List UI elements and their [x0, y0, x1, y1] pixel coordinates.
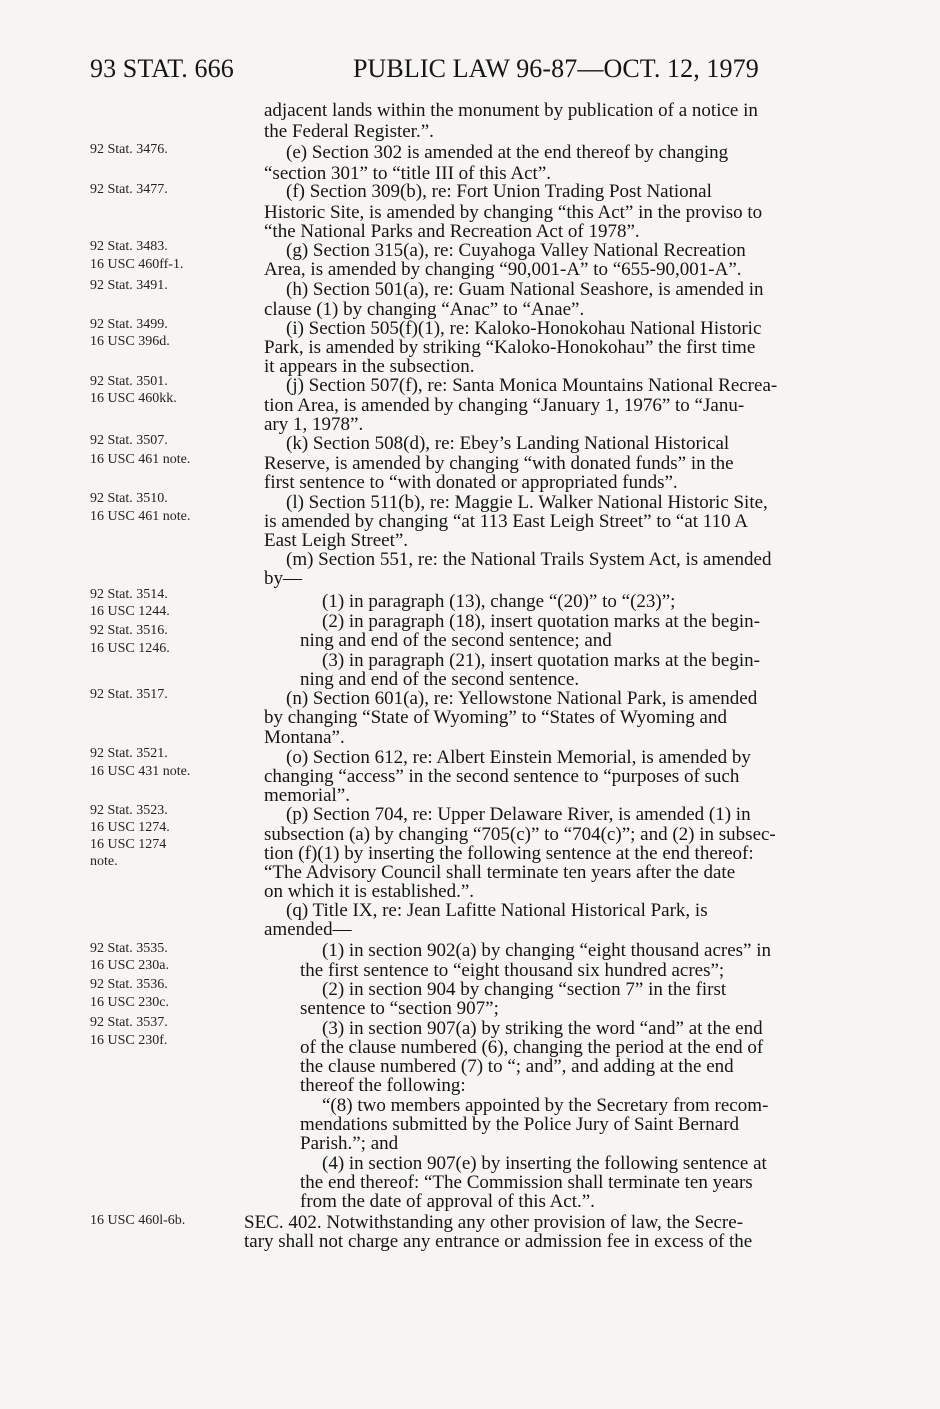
body-line: tion (f)(1) by inserting the following sentence at the end thereof: [264, 843, 754, 864]
margin-citation: 16 USC 230a. [90, 958, 169, 973]
body-line: SEC. 402. Notwithstanding any other provision of law, the Secre- [244, 1212, 744, 1233]
body-line: clause (1) by changing “Anac” to “Anae”. [264, 299, 585, 320]
body-line: (e) Section 302 is amended at the end thereof by changing [286, 142, 729, 163]
margin-citation: 92 Stat. 3483. [90, 239, 168, 254]
body-line: (h) Section 501(a), re: Guam National Seashore, is amended in [286, 279, 764, 300]
margin-citation: 92 Stat. 3514. [90, 587, 168, 602]
body-line: subsection (a) by changing “705(c)” to “704(c)”; and (2) in subsec- [264, 824, 776, 845]
body-line: (l) Section 511(b), re: Maggie L. Walker National Historic Site, [286, 492, 768, 513]
body-line: sentence to “section 907”; [300, 998, 499, 1019]
margin-citation: 16 USC 230c. [90, 995, 169, 1010]
margin-citation: 92 Stat. 3499. [90, 317, 168, 332]
body-line: “The Advisory Council shall terminate ten years after the date [264, 862, 736, 883]
body-line: (p) Section 704, re: Upper Delaware River, is amended (1) in [286, 804, 751, 825]
body-line: East Leigh Street”. [264, 530, 409, 551]
body-line: ning and end of the second sentence. [300, 669, 580, 690]
margin-citation: 16 USC 1274 [90, 837, 167, 852]
margin-citation: note. [90, 854, 118, 869]
margin-citation: 92 Stat. 3523. [90, 803, 168, 818]
body-line: memorial”. [264, 785, 350, 806]
margin-citation: 92 Stat. 3517. [90, 687, 168, 702]
margin-citation: 92 Stat. 3501. [90, 374, 168, 389]
body-line: ning and end of the second sentence; and [300, 630, 612, 651]
body-line: the Federal Register.”. [264, 121, 434, 142]
margin-citation: 92 Stat. 3535. [90, 941, 168, 956]
body-line: from the date of approval of this Act.”. [300, 1191, 595, 1212]
body-line: (j) Section 507(f), re: Santa Monica Mountains National Recrea- [286, 375, 778, 396]
body-line: tion Area, is amended by changing “January 1, 1976” to “Janu- [264, 395, 745, 416]
body-line: Reserve, is amended by changing “with donated funds” in the [264, 453, 734, 474]
body-line: “the National Parks and Recreation Act of 1978”. [264, 221, 640, 242]
body-line: mendations submitted by the Police Jury of Saint Bernard [300, 1114, 740, 1135]
body-line: (4) in section 907(e) by inserting the following sentence at [322, 1153, 767, 1174]
body-line: ary 1, 1978”. [264, 414, 364, 435]
body-line: (1) in section 902(a) by changing “eight thousand acres” in [322, 940, 771, 961]
margin-citation: 16 USC 431 note. [90, 764, 191, 779]
body-line: (g) Section 315(a), re: Cuyahoga Valley National Recreation [286, 240, 746, 261]
body-line: (q) Title IX, re: Jean Lafitte National Historical Park, is [286, 900, 708, 921]
margin-citation: 16 USC 1274. [90, 820, 170, 835]
body-line: of the clause numbered (6), changing the period at the end of [300, 1037, 764, 1058]
body-line: tary shall not charge any entrance or admission fee in excess of the [244, 1231, 753, 1252]
body-line: (f) Section 309(b), re: Fort Union Trading Post National [286, 181, 712, 202]
body-line: Historic Site, is amended by changing “this Act” in the proviso to [264, 202, 763, 223]
body-line: amended— [264, 919, 352, 940]
margin-citation: 92 Stat. 3476. [90, 142, 168, 157]
body-line: the first sentence to “eight thousand six hundred acres”; [300, 960, 725, 981]
margin-citation: 92 Stat. 3516. [90, 623, 168, 638]
margin-citation: 16 USC 1244. [90, 604, 170, 619]
body-line: first sentence to “with donated or appropriated funds”. [264, 472, 678, 493]
margin-citation: 16 USC 461 note. [90, 509, 191, 524]
margin-citation: 16 USC 460kk. [90, 391, 177, 406]
margin-citation: 92 Stat. 3507. [90, 433, 168, 448]
margin-citation: 92 Stat. 3477. [90, 182, 168, 197]
margin-citation: 92 Stat. 3521. [90, 746, 168, 761]
body-line: on which it is established.”. [264, 881, 475, 902]
body-line: adjacent lands within the monument by publication of a notice in [264, 100, 758, 121]
body-line: “section 301” to “title III of this Act”. [264, 163, 552, 184]
body-line: Parish.”; and [300, 1133, 399, 1154]
body-line: Montana”. [264, 727, 345, 748]
body-line: (1) in paragraph (13), change “(20)” to “(23)”; [322, 591, 676, 612]
body-line: by— [264, 568, 302, 589]
body-line: changing “access” in the second sentence to “purposes of such [264, 766, 740, 787]
body-line: (2) in section 904 by changing “section 7” in the first [322, 979, 727, 1000]
body-line: (k) Section 508(d), re: Ebey’s Landing National Historical [286, 433, 730, 454]
body-line: Area, is amended by changing “90,001-A” to “655-90,001-A”. [264, 259, 742, 280]
body-line: by changing “State of Wyoming” to “States of Wyoming and [264, 707, 727, 728]
body-line: is amended by changing “at 113 East Leigh Street” to “at 110 A [264, 511, 749, 532]
margin-citation: 16 USC 396d. [90, 334, 170, 349]
margin-citation: 16 USC 230f. [90, 1033, 168, 1048]
body-line: Park, is amended by striking “Kaloko-Honokohau” the first time [264, 337, 756, 358]
running-header: PUBLIC LAW 96-87—OCT. 12, 1979 [353, 54, 759, 83]
margin-citation: 92 Stat. 3510. [90, 491, 168, 506]
body-line: “(8) two members appointed by the Secretary from recom- [322, 1095, 769, 1116]
body-line: (o) Section 612, re: Albert Einstein Memorial, is amended by [286, 747, 751, 768]
margin-citation: 16 USC 1246. [90, 641, 170, 656]
body-line: (2) in paragraph (18), insert quotation marks at the begin- [322, 611, 760, 632]
margin-citation: 92 Stat. 3536. [90, 977, 168, 992]
body-line: it appears in the subsection. [264, 356, 475, 377]
margin-citation: 16 USC 460l-6b. [90, 1213, 186, 1228]
body-line: (n) Section 601(a), re: Yellowstone National Park, is amended [286, 688, 758, 709]
body-line: (3) in section 907(a) by striking the word “and” at the end [322, 1018, 763, 1039]
margin-citation: 16 USC 461 note. [90, 452, 191, 467]
margin-citation: 92 Stat. 3491. [90, 278, 168, 293]
body-line: the clause numbered (7) to “; and”, and adding at the end [300, 1056, 734, 1077]
margin-citation: 16 USC 460ff-1. [90, 257, 184, 272]
page-stat-number: 93 STAT. 666 [90, 54, 234, 83]
body-line: (3) in paragraph (21), insert quotation marks at the begin- [322, 650, 760, 671]
body-line: the end thereof: “The Commission shall terminate ten years [300, 1172, 753, 1193]
body-line: (i) Section 505(f)(1), re: Kaloko-Honokohau National Historic [286, 318, 762, 339]
margin-citation: 92 Stat. 3537. [90, 1015, 168, 1030]
body-line: thereof the following: [300, 1075, 466, 1096]
body-line: (m) Section 551, re: the National Trails System Act, is amended [286, 549, 772, 570]
